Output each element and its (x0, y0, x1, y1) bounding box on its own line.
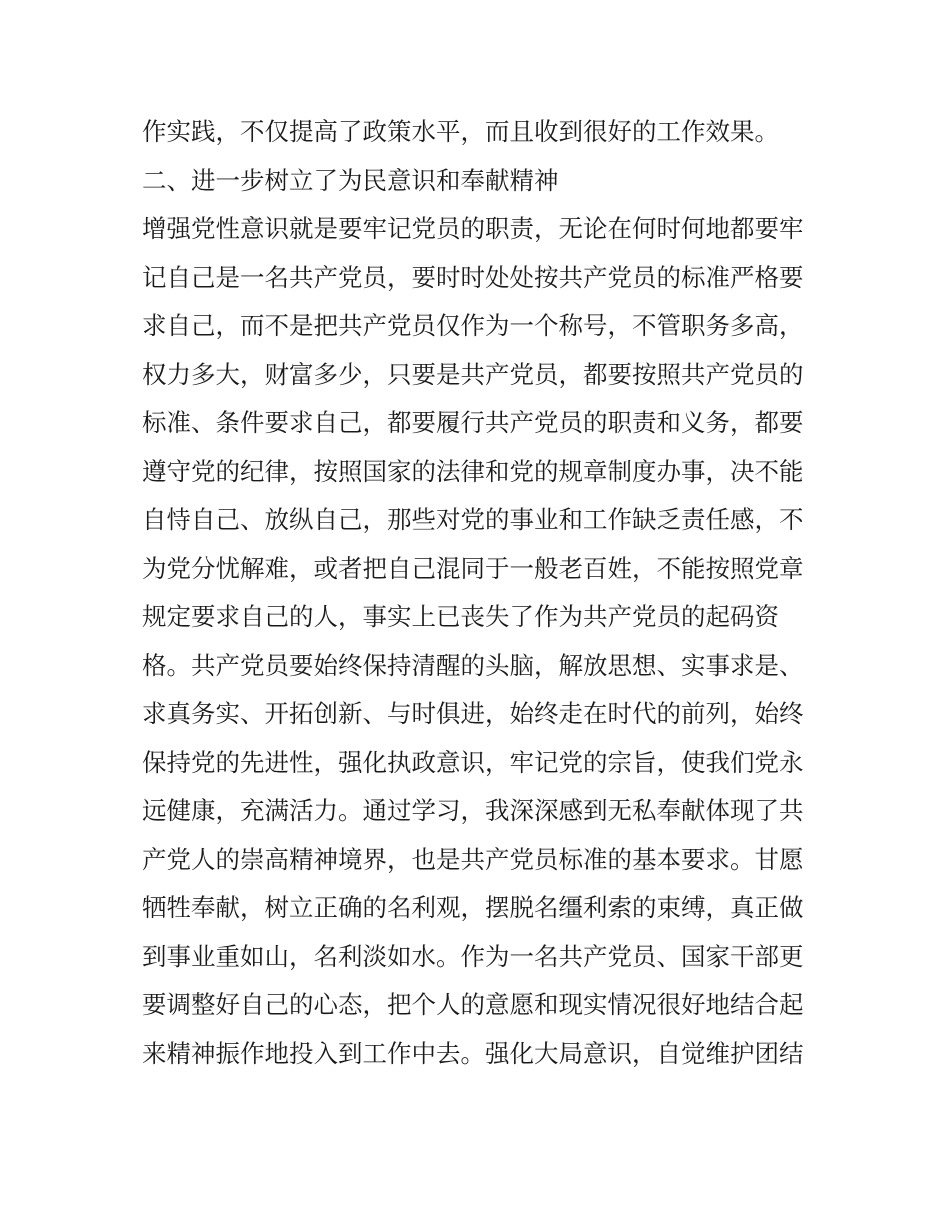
text-line: 遵守党的纪律，按照国家的法律和党的规章制度办事，决不能 (142, 456, 804, 486)
text-line: 产党人的崇高精神境界，也是共产党员标准的基本要求。甘愿 (142, 844, 804, 874)
section-heading: 二、进一步树立了为民意识和奉献精神 (142, 165, 559, 195)
text-line: 到事业重如山，名利淡如水。作为一名共产党员、国家干部更 (142, 941, 804, 971)
text-line: 增强党性意识就是要牢记党员的职责，无论在何时何地都要牢 (142, 214, 804, 243)
text-line: 记自己是一名共产党员，要时时处处按共产党员的标准严格要 (142, 262, 804, 292)
text-line: 要调整好自己的心态，把个人的意愿和现实情况很好地结合起 (142, 990, 804, 1019)
text-line: 为党分忧解难，或者把自己混同于一般老百姓，不能按照党章 (142, 553, 804, 583)
text-line: 权力多大，财富多少，只要是共产党员，都要按照共产党员的 (142, 359, 804, 389)
text-line: 来精神振作地投入到工作中去。强化大局意识，自觉维护团结 (142, 1038, 804, 1068)
text-line: 求自己，而不是把共产党员仅作为一个称号，不管职务多高， (142, 311, 804, 340)
text-line: 牺牲奉献，树立正确的名利观，摆脱名缰利索的束缚，真正做 (142, 893, 804, 922)
body-text (142, 108, 822, 1078)
text-line: 保持党的先进性，强化执政意识，牢记党的宗旨，使我们党永 (142, 747, 804, 777)
text-line: 自恃自己、放纵自己，那些对党的事业和工作缺乏责任感，不 (142, 505, 804, 534)
text-line: 规定要求自己的人，事实上已丧失了作为共产党员的起码资 (142, 602, 779, 631)
text-line: 格。共产党员要始终保持清醒的头脑，解放思想、实事求是、 (142, 650, 804, 680)
text-line: 作实践，不仅提高了政策水平，而且收到很好的工作效果。 (142, 117, 779, 146)
text-line: 求真务实、开拓创新、与时俱进，始终走在时代的前列，始终 (142, 699, 804, 728)
text-line: 标准、条件要求自己，都要履行共产党员的职责和义务，都要 (142, 408, 804, 437)
text-line: 远健康，充满活力。通过学习，我深深感到无私奉献体现了共 (142, 796, 804, 825)
